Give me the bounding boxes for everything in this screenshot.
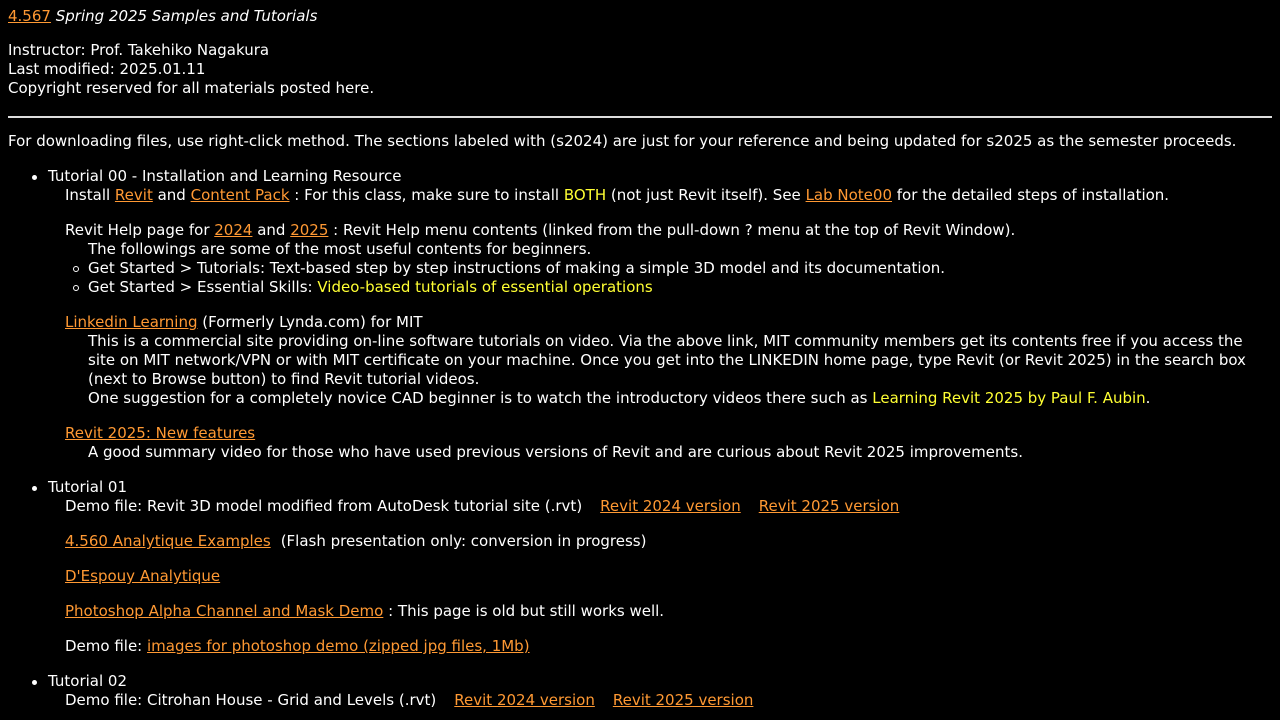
linkedin-line: Linkedin Learning (Formerly Lynda.com) for MIT: [65, 313, 423, 331]
images-link[interactable]: images for photoshop demo (zipped jpg files, 1Mb): [147, 637, 530, 655]
lab-note-link[interactable]: Lab Note00: [805, 186, 892, 204]
bullet-icon: [32, 175, 37, 180]
despouy-line: [65, 567, 220, 586]
help-line: Revit Help page for 2024 and 2025 : Revit Help menu contents (linked from the pull-down ? menu at the top of Revit Window).: [65, 221, 1016, 239]
title-text: Spring 2025 Samples and Tutorials: [55, 7, 318, 25]
help-2024-link[interactable]: 2024: [214, 221, 253, 239]
video-tutorials-highlight: Video-based tutorials of essential operations: [317, 278, 653, 296]
tutorial-02-title: Tutorial 02: [48, 672, 127, 690]
bullet-icon: [32, 486, 37, 491]
t02-revit-2024-link[interactable]: Revit 2024 version: [454, 691, 595, 709]
photoshop-line: Photoshop Alpha Channel and Mask Demo : This page is old but still works well.: [65, 602, 665, 620]
intro-text: For downloading files, use right-click method. The sections labeled with (s2024) are just for your reference and being updated for s2025 as the semester proceeds.: [8, 132, 1237, 150]
bullet-icon: [32, 680, 37, 685]
analytique-link[interactable]: 4.560 Analytique Examples: [65, 532, 271, 550]
both-highlight: BOTH: [563, 186, 607, 204]
help-followings: The followings are some of the most useful contents for beginners.: [88, 240, 592, 258]
divider: [8, 116, 1272, 118]
last-modified: Last modified: 2025.01.11: [8, 60, 206, 78]
tutorial-01-title: Tutorial 01: [48, 478, 127, 496]
despouy-link[interactable]: D'Espouy Analytique: [65, 567, 221, 585]
help-2025-link[interactable]: 2025: [290, 221, 329, 239]
t01-revit-2024-link[interactable]: Revit 2024 version: [600, 497, 741, 515]
circle-bullet-icon: [73, 266, 79, 272]
photoshop-link[interactable]: Photoshop Alpha Channel and Mask Demo: [65, 602, 384, 620]
help-item-tutorials: Get Started > Tutorials: Text-based step by step instructions of making a simple 3D model and its documentation.: [88, 259, 946, 277]
learning-revit-highlight: Learning Revit 2025 by Paul F. Aubin: [872, 389, 1146, 407]
page-title: [8, 7, 317, 26]
images-line: Demo file: images for photoshop demo (zipped jpg files, 1Mb): [65, 637, 530, 655]
content-pack-link[interactable]: Content Pack: [190, 186, 290, 204]
linkedin-desc: This is a commercial site providing on-line software tutorials on video. Via the above link, MIT community members get its contents free if you access the site on MIT network/VPN or with MIT certificate on your machine. Once you get into the LINKEDIN home page, type Revit (or Revit 2025) in the search box (next to Browse button) to find Revit tutorial videos.: [88, 332, 1246, 388]
install-line: Install Revit and Content Pack : For this class, make sure to install BOTH (not just Revit itself). See Lab Note00 for the detailed steps of installation.: [65, 186, 1170, 204]
new-features-desc: A good summary video for those who have used previous versions of Revit and are curious about Revit 2025 improvements.: [88, 443, 1023, 461]
circle-bullet-icon: [73, 285, 79, 291]
revit-link[interactable]: Revit: [114, 186, 153, 204]
copyright: Copyright reserved for all materials posted here.: [8, 79, 375, 97]
new-features-line: [65, 424, 255, 443]
t02-revit-2025-link[interactable]: Revit 2025 version: [612, 691, 754, 709]
help-item-skills: Get Started > Essential Skills: Video-based tutorials of essential operations: [88, 278, 653, 296]
linkedin-link[interactable]: Linkedin Learning: [65, 313, 198, 331]
linkedin-suggestion: One suggestion for a completely novice CAD beginner is to watch the introductory videos there such as Learning Revit 2025 by Paul F. Aubin.: [88, 389, 1151, 407]
course-link[interactable]: 4.567: [8, 7, 51, 25]
tutorial-00-title: Tutorial 00 - Installation and Learning Resource: [48, 167, 402, 185]
analytique-line: 4.560 Analytique Examples (Flash presentation only: conversion in progress): [65, 532, 647, 550]
new-features-link[interactable]: Revit 2025: New features: [65, 424, 256, 442]
t01-revit-2025-link[interactable]: Revit 2025 version: [758, 497, 900, 515]
instructor: Instructor: Prof. Takehiko Nagakura: [8, 41, 270, 59]
t01-demo-line: Demo file: Revit 3D model modified from AutoDesk tutorial site (.rvt) Revit 2024 version Revit 2025 version: [65, 497, 900, 515]
t02-demo-line: Demo file: Citrohan House - Grid and Levels (.rvt) Revit 2024 version Revit 2025 version: [65, 691, 754, 709]
